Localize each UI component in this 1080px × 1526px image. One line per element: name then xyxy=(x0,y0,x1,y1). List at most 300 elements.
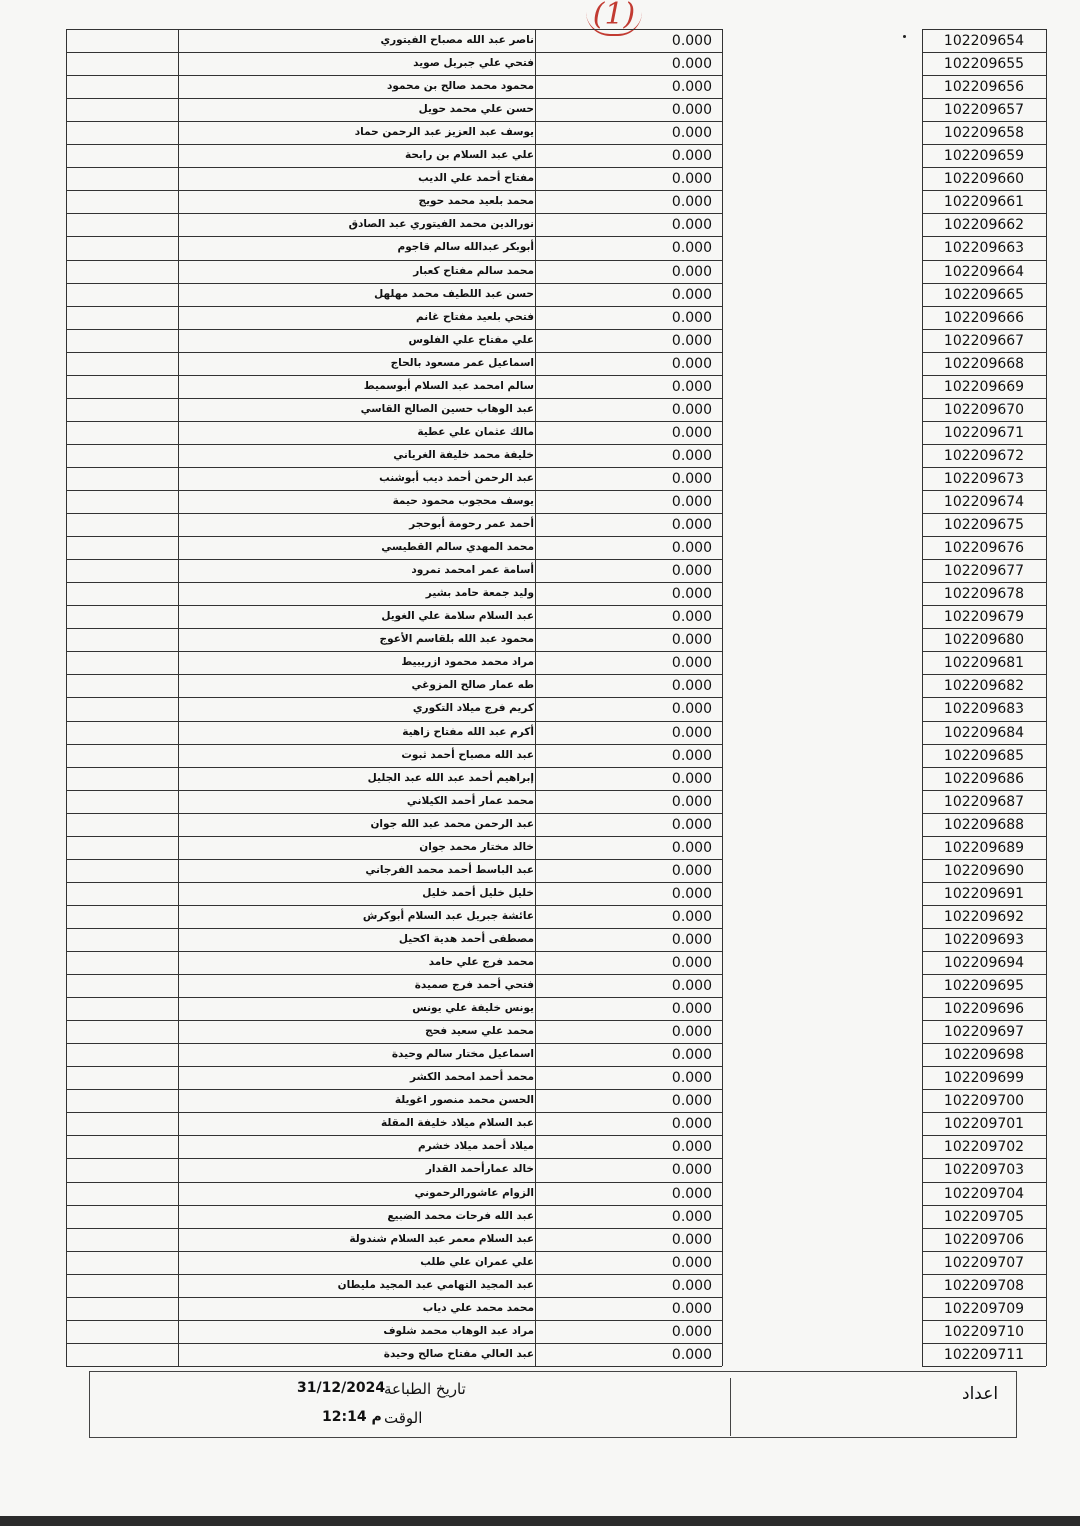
print-date-value: 31/12/2024 xyxy=(297,1380,386,1396)
holder-name: عائشة جبريل عبد السلام أبوكرش xyxy=(362,909,534,922)
amount: 0.000 xyxy=(671,1254,712,1271)
table-row xyxy=(0,628,1080,651)
account-code: 102209681 xyxy=(943,655,1025,672)
amount: 0.000 xyxy=(671,747,712,764)
amount: 0.000 xyxy=(671,1139,712,1156)
account-code: 102209682 xyxy=(943,678,1025,695)
table-row xyxy=(0,582,1080,605)
row-divider xyxy=(66,144,722,145)
row-divider xyxy=(922,674,1046,675)
holder-name: إبراهيم أحمد عبد الله عبد الجليل xyxy=(367,771,534,784)
holder-name: خالد مختار محمد جوان xyxy=(419,840,534,853)
account-code: 102209674 xyxy=(943,494,1025,510)
holder-name: محمد أحمد امحمد الكشر xyxy=(409,1071,534,1084)
amount: 0.000 xyxy=(671,1231,712,1248)
account-code: 102209710 xyxy=(943,1323,1025,1340)
amount: 0.000 xyxy=(671,194,712,211)
row-divider xyxy=(66,813,722,814)
row-divider xyxy=(922,1158,1046,1159)
amount: 0.000 xyxy=(671,517,712,534)
row-divider xyxy=(66,697,722,698)
holder-name: محمد عمار أحمد الكيلاني xyxy=(406,794,534,807)
account-code: 102209695 xyxy=(943,978,1025,995)
holder-name: كريم فرج ميلاد التكوري xyxy=(412,702,534,715)
holder-name: خليل خليل أحمد خليل xyxy=(422,886,534,899)
table-row xyxy=(0,398,1080,421)
table-row xyxy=(0,836,1080,859)
account-code: 102209670 xyxy=(943,401,1025,418)
table-row xyxy=(0,283,1080,306)
row-divider xyxy=(66,375,722,376)
account-code: 102209705 xyxy=(943,1208,1025,1225)
account-code: 102209688 xyxy=(943,816,1025,833)
row-divider xyxy=(922,1205,1046,1206)
account-code: 102209694 xyxy=(943,955,1025,971)
row-divider xyxy=(922,882,1046,883)
row-divider xyxy=(66,1343,722,1344)
table-row xyxy=(0,306,1080,329)
row-divider xyxy=(66,190,722,191)
account-code: 102209700 xyxy=(943,1093,1025,1110)
row-divider xyxy=(922,236,1046,237)
row-divider xyxy=(66,1135,722,1136)
row-divider xyxy=(66,75,722,76)
table-row xyxy=(0,1112,1080,1135)
amount: 0.000 xyxy=(671,1162,712,1179)
table-row xyxy=(0,905,1080,928)
account-code: 102209667 xyxy=(943,332,1025,349)
row-divider xyxy=(66,167,722,168)
row-divider xyxy=(922,29,1046,30)
account-code: 102209708 xyxy=(943,1277,1025,1294)
account-code: 102209672 xyxy=(943,447,1025,464)
row-divider xyxy=(66,1089,722,1090)
amount: 0.000 xyxy=(671,563,712,580)
holder-name: علي عمران علي طلب xyxy=(420,1255,534,1268)
account-code: 102209675 xyxy=(943,517,1025,534)
row-divider xyxy=(922,1297,1046,1298)
holder-name: محمد المهدي سالم القطيسي xyxy=(381,541,534,554)
table-row xyxy=(0,421,1080,444)
row-divider xyxy=(66,1112,722,1113)
account-code: 102209657 xyxy=(943,102,1025,119)
table-row xyxy=(0,974,1080,997)
row-divider xyxy=(922,836,1046,837)
row-divider xyxy=(922,1066,1046,1067)
table-row xyxy=(0,674,1080,697)
holder-name: عبد السلام معمر عبد السلام شندولة xyxy=(349,1232,534,1245)
row-divider xyxy=(66,905,722,906)
amount: 0.000 xyxy=(671,1001,712,1018)
account-code: 102209656 xyxy=(943,79,1025,96)
row-divider xyxy=(66,1297,722,1298)
row-divider xyxy=(922,721,1046,722)
table-row xyxy=(0,236,1080,259)
row-divider xyxy=(922,1320,1046,1321)
row-divider xyxy=(66,1320,722,1321)
account-code: 102209678 xyxy=(943,586,1025,603)
row-divider xyxy=(66,283,722,284)
row-divider xyxy=(66,744,722,745)
account-code: 102209680 xyxy=(943,632,1025,649)
amount: 0.000 xyxy=(671,1208,712,1225)
row-divider xyxy=(66,421,722,422)
account-code: 102209709 xyxy=(943,1300,1025,1317)
holder-name: فتحي بلعيد مفتاح غانم xyxy=(416,310,534,323)
account-code: 102209689 xyxy=(943,839,1025,856)
account-code: 102209690 xyxy=(943,862,1025,879)
amount: 0.000 xyxy=(671,33,712,49)
account-code: 102209673 xyxy=(943,470,1025,487)
holder-name: علي عبد السلام بن رابحة xyxy=(404,149,534,162)
table-row xyxy=(0,1066,1080,1089)
account-code: 102209691 xyxy=(943,885,1025,902)
row-divider xyxy=(922,1366,1046,1367)
amount: 0.000 xyxy=(671,978,712,995)
table-row xyxy=(0,790,1080,813)
amount: 0.000 xyxy=(671,217,712,234)
footer-box xyxy=(89,1371,1017,1438)
row-divider xyxy=(66,721,722,722)
amount: 0.000 xyxy=(671,56,712,73)
amount: 0.000 xyxy=(671,1300,712,1317)
holder-name: مالك عثمان علي عطية xyxy=(417,425,534,438)
table-row xyxy=(0,1251,1080,1274)
row-divider xyxy=(922,398,1046,399)
amount: 0.000 xyxy=(671,286,712,303)
table-row xyxy=(0,744,1080,767)
account-code: 102209676 xyxy=(943,540,1025,557)
account-code: 102209687 xyxy=(943,793,1025,810)
row-divider xyxy=(922,605,1046,606)
account-code: 102209655 xyxy=(943,56,1025,73)
scan-bottom-edge xyxy=(0,1516,1080,1526)
row-divider xyxy=(922,1020,1046,1021)
holder-name: حسن علي محمد حويل xyxy=(418,103,534,116)
row-divider xyxy=(66,490,722,491)
holder-name: حسن عبد اللطيف محمد مهلهل xyxy=(374,287,534,300)
holder-name: محمد سالم مفتاح كعبار xyxy=(413,264,534,277)
row-divider xyxy=(922,651,1046,652)
row-divider xyxy=(922,121,1046,122)
amount: 0.000 xyxy=(671,424,712,441)
account-code: 102209693 xyxy=(943,931,1025,948)
row-divider xyxy=(66,52,722,53)
row-divider xyxy=(66,236,722,237)
amount: 0.000 xyxy=(671,102,712,119)
table-row xyxy=(0,997,1080,1020)
account-code: 102209666 xyxy=(943,309,1025,326)
row-divider xyxy=(66,260,722,261)
row-divider xyxy=(922,306,1046,307)
amount: 0.000 xyxy=(671,816,712,833)
amount: 0.000 xyxy=(671,332,712,349)
row-divider xyxy=(922,98,1046,99)
holder-name: فتحي أحمد فرج صميدة xyxy=(414,979,534,992)
row-divider xyxy=(66,974,722,975)
row-divider xyxy=(66,306,722,307)
row-divider xyxy=(922,536,1046,537)
table-row xyxy=(0,1158,1080,1181)
row-divider xyxy=(922,1343,1046,1344)
row-divider xyxy=(922,444,1046,445)
holder-name: أكرم عبد الله مفتاح زاهية xyxy=(402,725,534,738)
footer-divider xyxy=(730,1378,731,1436)
row-divider xyxy=(66,98,722,99)
table-row xyxy=(0,444,1080,467)
table-row xyxy=(0,951,1080,974)
time-value: م 12:14 xyxy=(322,1409,382,1425)
amount: 0.000 xyxy=(671,701,712,718)
table-row xyxy=(0,490,1080,513)
amount: 0.000 xyxy=(671,862,712,879)
row-divider xyxy=(922,859,1046,860)
amount: 0.000 xyxy=(671,1346,712,1363)
row-divider xyxy=(66,1043,722,1044)
table-row xyxy=(0,52,1080,75)
account-code: 102209696 xyxy=(943,1001,1025,1018)
amount: 0.000 xyxy=(671,586,712,603)
row-divider xyxy=(922,697,1046,698)
row-divider xyxy=(922,167,1046,168)
row-divider xyxy=(922,75,1046,76)
amount: 0.000 xyxy=(671,839,712,856)
row-divider xyxy=(922,1182,1046,1183)
amount: 0.000 xyxy=(671,125,712,142)
holder-name: ناصر عبد الله مصباح الفيتوري xyxy=(380,34,534,46)
amount: 0.000 xyxy=(671,79,712,96)
row-divider xyxy=(66,1066,722,1067)
holder-name: عبد الله مصباح أحمد ثبوت xyxy=(401,748,534,761)
row-divider xyxy=(922,329,1046,330)
account-code: 102209665 xyxy=(943,286,1025,303)
account-code: 102209679 xyxy=(943,609,1025,626)
row-divider xyxy=(66,1274,722,1275)
table-row xyxy=(0,1089,1080,1112)
account-code: 102209654 xyxy=(943,33,1025,49)
holder-name: يوسف محجوب محمود حيمة xyxy=(392,495,534,507)
row-divider xyxy=(922,467,1046,468)
holder-name: عبد المجيد التهامي عبد المجيد مليطان xyxy=(337,1278,534,1291)
holder-name: طه عمار صالح المزوغي xyxy=(411,679,534,692)
amount: 0.000 xyxy=(671,1185,712,1202)
account-code: 102209706 xyxy=(943,1231,1025,1248)
table-row xyxy=(0,260,1080,283)
amount: 0.000 xyxy=(671,1277,712,1294)
row-divider xyxy=(922,1112,1046,1113)
account-code: 102209697 xyxy=(943,1024,1025,1041)
account-code: 102209663 xyxy=(943,240,1025,257)
row-divider xyxy=(922,283,1046,284)
row-divider xyxy=(66,790,722,791)
row-divider xyxy=(922,144,1046,145)
account-code: 102209658 xyxy=(943,125,1025,142)
amount: 0.000 xyxy=(671,724,712,741)
amount: 0.000 xyxy=(671,540,712,557)
holder-name: أسامة عمر امحمد تمرود xyxy=(411,564,534,577)
table-row xyxy=(0,1274,1080,1297)
holder-name: محمود محمد صالح بن محمود xyxy=(387,80,534,93)
table-row xyxy=(0,213,1080,236)
amount: 0.000 xyxy=(671,1047,712,1064)
amount: 0.000 xyxy=(671,378,712,395)
holder-name: مصطفى أحمد هدية اكحيل xyxy=(398,932,534,945)
row-divider xyxy=(66,836,722,837)
row-divider xyxy=(922,190,1046,191)
amount: 0.000 xyxy=(671,1070,712,1087)
holder-name: عبد السلام سلامة علي الغويل xyxy=(381,610,534,623)
amount: 0.000 xyxy=(671,240,712,257)
row-divider xyxy=(66,674,722,675)
account-code: 102209698 xyxy=(943,1047,1025,1064)
account-code: 102209711 xyxy=(943,1346,1025,1363)
row-divider xyxy=(66,398,722,399)
row-divider xyxy=(66,882,722,883)
row-divider xyxy=(66,352,722,353)
amount: 0.000 xyxy=(671,309,712,326)
table-row xyxy=(0,859,1080,882)
table-row xyxy=(0,121,1080,144)
account-code: 102209684 xyxy=(943,724,1025,741)
row-divider xyxy=(66,213,722,214)
table-row xyxy=(0,536,1080,559)
table-row xyxy=(0,697,1080,720)
row-divider xyxy=(922,1251,1046,1252)
table-row xyxy=(0,767,1080,790)
amount: 0.000 xyxy=(671,793,712,810)
account-code: 102209683 xyxy=(943,701,1025,718)
column-divider xyxy=(178,29,179,1366)
row-divider xyxy=(922,628,1046,629)
row-divider xyxy=(922,997,1046,998)
row-divider xyxy=(66,444,722,445)
row-divider xyxy=(922,490,1046,491)
account-code: 102209668 xyxy=(943,355,1025,372)
row-divider xyxy=(66,628,722,629)
holder-name: عبد السلام ميلاد خليفة المقلة xyxy=(380,1117,534,1130)
table-row xyxy=(0,813,1080,836)
holder-name: يونس خليفة علي يونس xyxy=(412,1002,534,1015)
column-divider xyxy=(535,29,536,1366)
amount: 0.000 xyxy=(671,1116,712,1133)
prepared-by-label: اعداد xyxy=(962,1384,999,1404)
holder-name: عبد الرحمن أحمد ديب أبوشنب xyxy=(379,471,534,484)
holder-name: يوسف عبد العزيز عبد الرحمن حماد xyxy=(354,126,534,139)
account-code: 102209671 xyxy=(943,424,1025,441)
row-divider xyxy=(922,905,1046,906)
row-divider xyxy=(922,974,1046,975)
table-row xyxy=(0,559,1080,582)
holder-name: الزوام عاشورالرحموني xyxy=(414,1186,534,1199)
amount: 0.000 xyxy=(671,1093,712,1110)
row-divider xyxy=(922,1043,1046,1044)
account-code: 102209686 xyxy=(943,770,1025,787)
column-divider xyxy=(66,29,67,1366)
row-divider xyxy=(922,1135,1046,1136)
row-divider xyxy=(66,1205,722,1206)
holder-name: فتحي علي جبريل صويد xyxy=(413,57,534,70)
holder-name: مراد محمد محمود ازريبيط xyxy=(401,656,534,669)
table-row xyxy=(0,1343,1080,1366)
table-row xyxy=(0,1135,1080,1158)
row-divider xyxy=(66,121,722,122)
holder-name: سالم امحمد عبد السلام أبوسميط xyxy=(363,379,534,392)
table-row xyxy=(0,721,1080,744)
holder-name: نورالدين محمد الفيتوري عبد الصادق xyxy=(348,218,534,231)
table-row xyxy=(0,1205,1080,1228)
amount: 0.000 xyxy=(671,355,712,372)
row-divider xyxy=(922,421,1046,422)
row-divider xyxy=(66,997,722,998)
account-code: 102209662 xyxy=(943,217,1025,234)
amount: 0.000 xyxy=(671,955,712,971)
print-date-label: تاريخ الطباعة xyxy=(384,1380,466,1398)
holder-name: محمد محمد علي دياب xyxy=(422,1301,534,1314)
row-divider xyxy=(66,329,722,330)
row-divider xyxy=(66,559,722,560)
row-divider xyxy=(66,536,722,537)
account-code: 102209669 xyxy=(943,378,1025,395)
row-divider xyxy=(922,744,1046,745)
holder-name: عبد الوهاب حسين الصالح القاسي xyxy=(360,402,534,415)
row-divider xyxy=(66,859,722,860)
row-divider xyxy=(922,928,1046,929)
row-divider xyxy=(922,1228,1046,1229)
holder-name: اسماعيل مختار سالم وحيدة xyxy=(391,1048,534,1061)
row-divider xyxy=(922,352,1046,353)
table-row xyxy=(0,651,1080,674)
column-divider xyxy=(922,29,923,1366)
amount: 0.000 xyxy=(671,908,712,925)
row-divider xyxy=(66,1020,722,1021)
holder-name: محمد علي سعيد فحج xyxy=(425,1025,534,1038)
holder-name: عبد العالي مفتاح صالح وحيدة xyxy=(383,1347,534,1360)
account-code: 102209703 xyxy=(943,1162,1025,1179)
table-row xyxy=(0,1228,1080,1251)
account-code: 102209699 xyxy=(943,1070,1025,1087)
row-divider xyxy=(66,1366,722,1367)
holder-name: خليفة محمد خليفة الغرياني xyxy=(393,448,534,461)
table-row xyxy=(0,190,1080,213)
row-divider xyxy=(66,1182,722,1183)
row-divider xyxy=(66,951,722,952)
row-divider xyxy=(922,951,1046,952)
table-row xyxy=(0,29,1080,52)
amount: 0.000 xyxy=(671,447,712,464)
amount: 0.000 xyxy=(671,171,712,188)
table-row xyxy=(0,352,1080,375)
column-divider xyxy=(722,29,723,1366)
row-divider xyxy=(922,375,1046,376)
table-row xyxy=(0,882,1080,905)
row-divider xyxy=(922,513,1046,514)
table-row xyxy=(0,329,1080,352)
account-code: 102209702 xyxy=(943,1139,1025,1156)
account-code: 102209685 xyxy=(943,747,1025,764)
holder-name: عبد الرحمن محمد عبد الله جوان xyxy=(370,817,534,830)
amount: 0.000 xyxy=(671,494,712,510)
account-code: 102209660 xyxy=(943,171,1025,188)
table-row xyxy=(0,1182,1080,1205)
holder-name: اسماعيل عمر مسعود بالحاج xyxy=(390,356,534,369)
amount: 0.000 xyxy=(671,609,712,626)
amount: 0.000 xyxy=(671,931,712,948)
row-divider xyxy=(922,767,1046,768)
amount: 0.000 xyxy=(671,263,712,280)
holder-name: عبد الله فرحات محمد الضبيع xyxy=(387,1209,534,1222)
holder-name: عبد الباسط أحمد محمد الفرجاني xyxy=(365,863,534,876)
account-code: 102209659 xyxy=(943,148,1025,165)
